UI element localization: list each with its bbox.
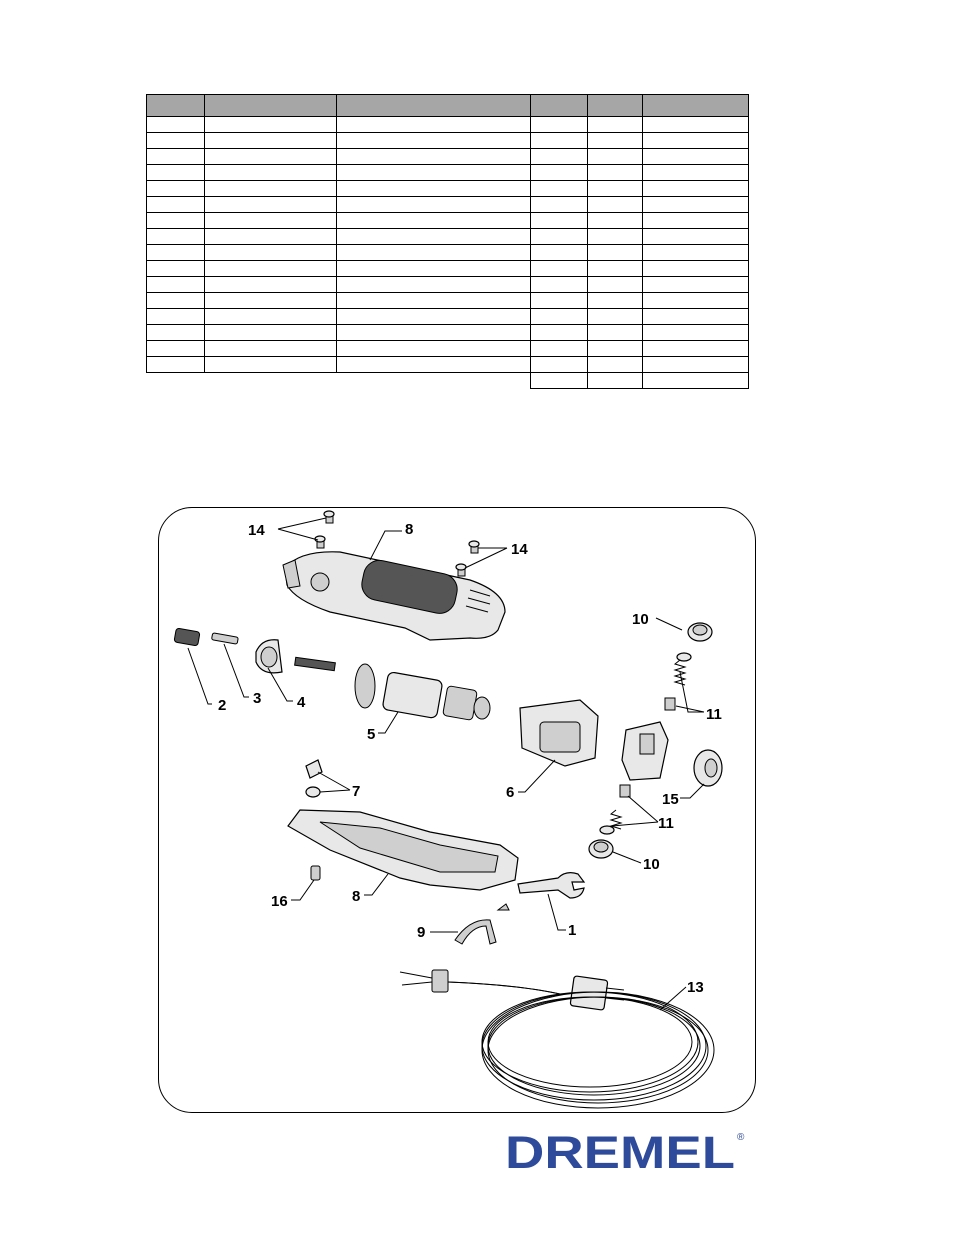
callout-13: 13: [687, 979, 704, 996]
lower-housing-illustration: [288, 810, 518, 890]
callout-14: 14: [511, 541, 528, 558]
callout-16: 16: [271, 893, 288, 910]
callout-15: 15: [662, 791, 679, 808]
callout-1: 1: [568, 922, 577, 939]
callout-11: 11: [658, 815, 674, 832]
wrench-illustration: [518, 873, 584, 898]
callout-8: 8: [352, 888, 361, 905]
armature-illustration: [295, 657, 490, 720]
callout-2: 2: [218, 697, 227, 714]
callout-5: 5: [367, 726, 376, 743]
callout-10: 10: [632, 611, 649, 628]
callout-4: 4: [297, 694, 306, 711]
callout-6: 6: [506, 784, 515, 801]
dremel-logo: [505, 1128, 750, 1174]
part-9-end-illustration: [498, 904, 509, 910]
callout-3: 3: [253, 690, 262, 707]
callout-9: 9: [417, 924, 426, 941]
callout-14: 14: [248, 522, 265, 539]
motor-field-illustration: [520, 700, 598, 766]
front-parts-illustration: [174, 628, 282, 673]
bearing-illustration: [694, 750, 722, 786]
part-9-illustration: [455, 920, 496, 944]
callout-10: 10: [643, 856, 660, 873]
callout-7: 7: [352, 783, 361, 800]
registered-mark: ®: [737, 1132, 745, 1143]
brush-holder-illustration: [622, 722, 668, 780]
switch-parts-illustration: [306, 760, 322, 797]
part-16-illustration: [311, 866, 320, 880]
callout-11: 11: [706, 706, 722, 723]
power-cord-illustration: [400, 970, 714, 1108]
callout-8: 8: [405, 521, 414, 538]
logo-wordmark: DREMEL: [505, 1128, 735, 1174]
